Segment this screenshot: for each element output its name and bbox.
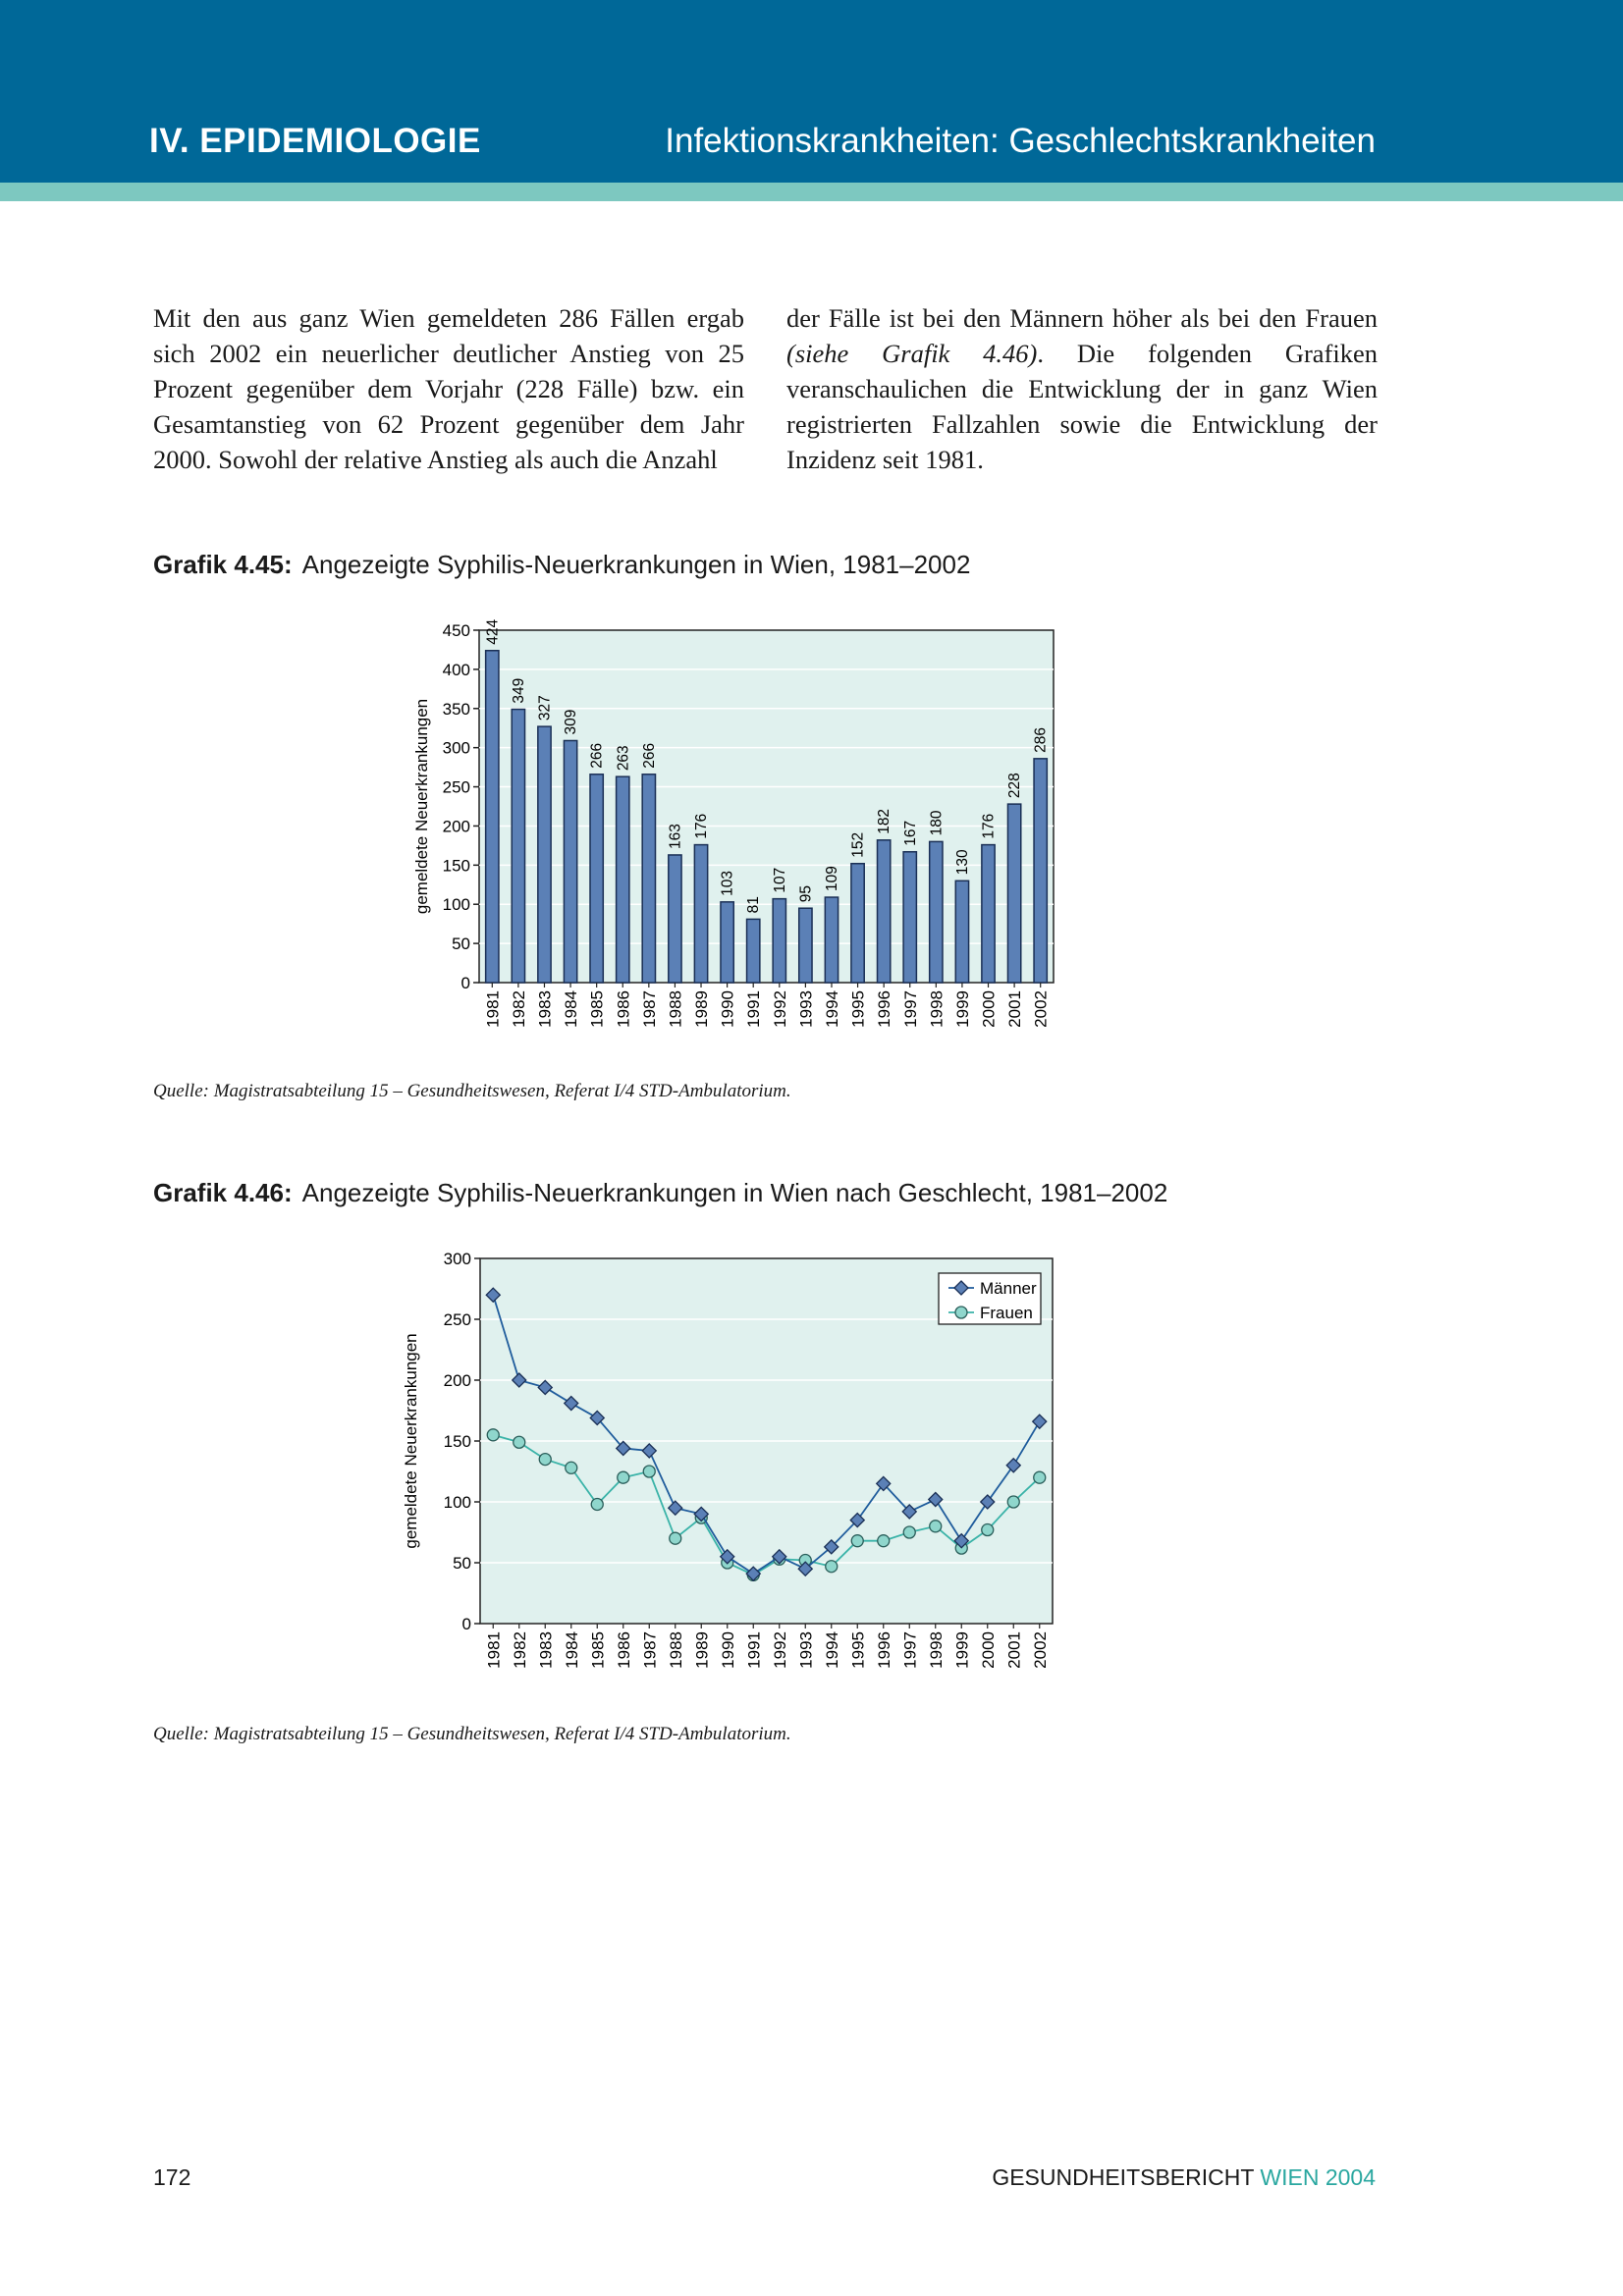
x-tick-label: 1995 (848, 990, 868, 1028)
x-tick-label: 1985 (588, 1631, 608, 1669)
figure2-caption (153, 1178, 1167, 1208)
footer-title (992, 2164, 1376, 2191)
legend-women-marker (955, 1307, 967, 1318)
x-tick-label: 1991 (744, 1631, 764, 1669)
data-label: 176 (980, 813, 998, 839)
bar (825, 897, 838, 983)
x-tick-label: 1982 (510, 1631, 529, 1669)
chapter-title: Infektionskrankheiten: Geschlechtskrankheiten (665, 122, 1376, 160)
women-point (618, 1471, 629, 1483)
body-text-left (153, 300, 744, 477)
y-tick-label: 150 (443, 1432, 471, 1451)
body-paragraph-left: Mit den aus ganz Wien gemeldeten 286 Fällen ergab sich 2002 ein neuerlicher deutlicher Anstieg von 25 Prozent gegenüber dem Vorjahr (228 Fälle) bzw. ein Gesamtanstieg von 62 Prozent gegenüber dem Jahr 2000. Sowohl der relative Anstieg als auch die Anzahl (153, 303, 744, 474)
bar (564, 740, 576, 983)
data-label: 286 (1032, 726, 1050, 753)
x-tick-label: 1993 (796, 1631, 816, 1669)
figure2-title: Angezeigte Syphilis-Neuerkrankungen in Wien nach Geschlecht, 1981–2002 (301, 1178, 1168, 1207)
bar (851, 864, 864, 983)
x-tick-label: 1983 (535, 990, 555, 1028)
y-tick-label: 250 (442, 777, 470, 797)
header-stripe (0, 183, 1623, 201)
data-label: 109 (823, 866, 840, 892)
data-label: 266 (588, 742, 606, 769)
y-tick-label: 300 (443, 1250, 471, 1268)
data-label: 130 (953, 849, 971, 876)
x-tick-label: 1988 (666, 990, 685, 1028)
bar-chart (0, 589, 1623, 1041)
x-tick-label: 1995 (848, 1631, 868, 1669)
x-tick-label: 1998 (927, 990, 947, 1028)
x-tick-label: 1984 (562, 1631, 581, 1669)
x-tick-label: 1999 (952, 1631, 972, 1669)
data-label: 266 (640, 742, 658, 769)
y-tick-label: 0 (460, 974, 470, 992)
y-tick-label: 50 (452, 934, 470, 954)
y-tick-label: 250 (443, 1310, 471, 1329)
bar (721, 902, 733, 983)
x-tick-label: 1997 (900, 990, 920, 1028)
bar (982, 845, 995, 983)
bar (1007, 804, 1020, 983)
figure1-source: Quelle: Magistratsabteilung 15 – Gesundheitswesen, Referat I/4 STD-Ambulatorium. (153, 1081, 791, 1101)
x-tick-label: 1989 (692, 990, 712, 1028)
women-point (1007, 1496, 1019, 1508)
figure1-caption (153, 550, 970, 580)
data-label: 182 (876, 808, 893, 834)
data-label: 81 (745, 896, 763, 914)
x-tick-label: 2000 (979, 990, 999, 1028)
figure2-number: Grafik 4.46: (153, 1178, 293, 1207)
data-label: 228 (1006, 773, 1024, 799)
women-point (566, 1462, 577, 1473)
data-label: 107 (771, 867, 788, 893)
women-point (851, 1535, 863, 1547)
line-chart (0, 1227, 1623, 1679)
data-label: 95 (797, 884, 815, 903)
bar (538, 726, 551, 983)
y-tick-label: 200 (443, 1371, 471, 1390)
women-point (982, 1524, 994, 1536)
data-label: 349 (510, 677, 527, 704)
y-axis-label: gemeldete Neuerkrankungen (412, 698, 431, 915)
y-tick-label: 300 (442, 738, 470, 758)
x-tick-label: 1988 (666, 1631, 685, 1669)
x-tick-label: 2001 (1004, 1631, 1024, 1669)
x-tick-label: 1987 (639, 990, 659, 1028)
x-tick-label: 1992 (770, 1631, 789, 1669)
women-point (539, 1454, 551, 1466)
y-tick-label: 100 (442, 895, 470, 915)
data-label: 103 (719, 870, 736, 896)
bar (747, 919, 760, 983)
y-tick-label: 50 (453, 1554, 471, 1573)
x-tick-label: 2000 (978, 1631, 998, 1669)
bar (930, 841, 943, 983)
legend-women-label: Frauen (980, 1304, 1033, 1322)
x-tick-label: 1997 (900, 1631, 920, 1669)
body-text-right (786, 300, 1378, 477)
bar (590, 774, 603, 983)
y-tick-label: 150 (442, 856, 470, 876)
x-tick-label: 2001 (1005, 990, 1025, 1028)
bar (903, 852, 916, 983)
women-point (514, 1436, 525, 1448)
x-tick-label: 1990 (718, 990, 737, 1028)
women-point (670, 1532, 681, 1544)
bar (1034, 759, 1047, 983)
x-tick-label: 1994 (822, 990, 841, 1028)
body-paragraph-right (786, 300, 1378, 477)
section-title: IV. EPIDEMIOLOGIE (149, 122, 481, 160)
women-point (591, 1498, 603, 1510)
x-tick-label: 1984 (562, 990, 581, 1028)
y-tick-label: 350 (442, 699, 470, 719)
x-tick-label: 1983 (536, 1631, 556, 1669)
x-tick-label: 1996 (875, 990, 894, 1028)
x-tick-label: 1982 (509, 990, 528, 1028)
x-tick-label: 1994 (822, 1631, 841, 1669)
x-tick-label: 1981 (483, 990, 503, 1028)
x-tick-label: 1986 (614, 1631, 633, 1669)
data-label: 180 (928, 810, 946, 836)
x-tick-label: 1992 (770, 990, 789, 1028)
body-right-post: . Die folgenden Grafiken veranschaulichen die Entwicklung der in ganz Wien registrierten Fallzahlen sowie die Entwicklung der Inzidenz seit 1981. (786, 339, 1378, 474)
x-tick-label: 2002 (1030, 1631, 1050, 1669)
bar (486, 651, 499, 983)
x-tick-label: 1981 (484, 1631, 504, 1669)
x-tick-label: 1989 (692, 1631, 712, 1669)
data-label: 263 (615, 745, 632, 772)
bar (512, 710, 524, 983)
bar (694, 845, 707, 983)
y-tick-label: 400 (442, 660, 470, 679)
data-label: 163 (667, 824, 684, 849)
figure1-title: Angezeigte Syphilis-Neuerkrankungen in Wien, 1981–2002 (301, 550, 971, 579)
page-number: 172 (153, 2164, 191, 2190)
women-point (878, 1535, 890, 1547)
figure-reference: (siehe Grafik 4.46) (786, 339, 1038, 368)
legend-men-label: Männer (980, 1279, 1037, 1298)
bar (878, 840, 891, 983)
bar (955, 881, 968, 983)
x-tick-label: 1986 (614, 990, 633, 1028)
x-tick-label: 1996 (874, 1631, 893, 1669)
figure2-source: Quelle: Magistratsabteilung 15 – Gesundheitswesen, Referat I/4 STD-Ambulatorium. (153, 1724, 791, 1744)
women-point (826, 1561, 838, 1573)
bar (773, 899, 785, 983)
x-tick-label: 1991 (744, 990, 764, 1028)
data-label: 424 (484, 618, 502, 645)
women-point (487, 1429, 499, 1441)
x-tick-label: 1999 (952, 990, 972, 1028)
y-axis-label: gemeldete Neuerkrankungen (402, 1333, 420, 1549)
y-tick-label: 100 (443, 1493, 471, 1512)
data-label: 327 (536, 695, 554, 721)
bar (799, 908, 812, 983)
x-tick-label: 2002 (1031, 990, 1051, 1028)
women-point (1034, 1471, 1046, 1483)
data-label: 176 (693, 813, 711, 839)
x-tick-label: 1998 (926, 1631, 946, 1669)
figure1-number: Grafik 4.45: (153, 550, 293, 579)
bar (669, 855, 681, 983)
x-tick-label: 1987 (640, 1631, 660, 1669)
data-label: 309 (563, 709, 580, 735)
x-tick-label: 1993 (796, 990, 816, 1028)
data-label: 167 (901, 820, 919, 846)
x-tick-label: 1985 (587, 990, 607, 1028)
y-tick-label: 450 (442, 621, 470, 640)
y-tick-label: 0 (461, 1615, 471, 1633)
data-label: 152 (849, 831, 867, 858)
bar (642, 774, 655, 983)
footer-title-main: GESUNDHEITSBERICHT (992, 2164, 1254, 2190)
x-tick-label: 1990 (718, 1631, 737, 1669)
women-point (930, 1521, 942, 1532)
body-right-pre: der Fälle ist bei den Männern höher als bei den Frauen (786, 303, 1378, 333)
y-tick-label: 200 (442, 817, 470, 836)
women-point (643, 1466, 655, 1477)
women-point (903, 1526, 915, 1538)
footer-title-accent: WIEN 2004 (1260, 2164, 1376, 2190)
bar (617, 776, 629, 983)
